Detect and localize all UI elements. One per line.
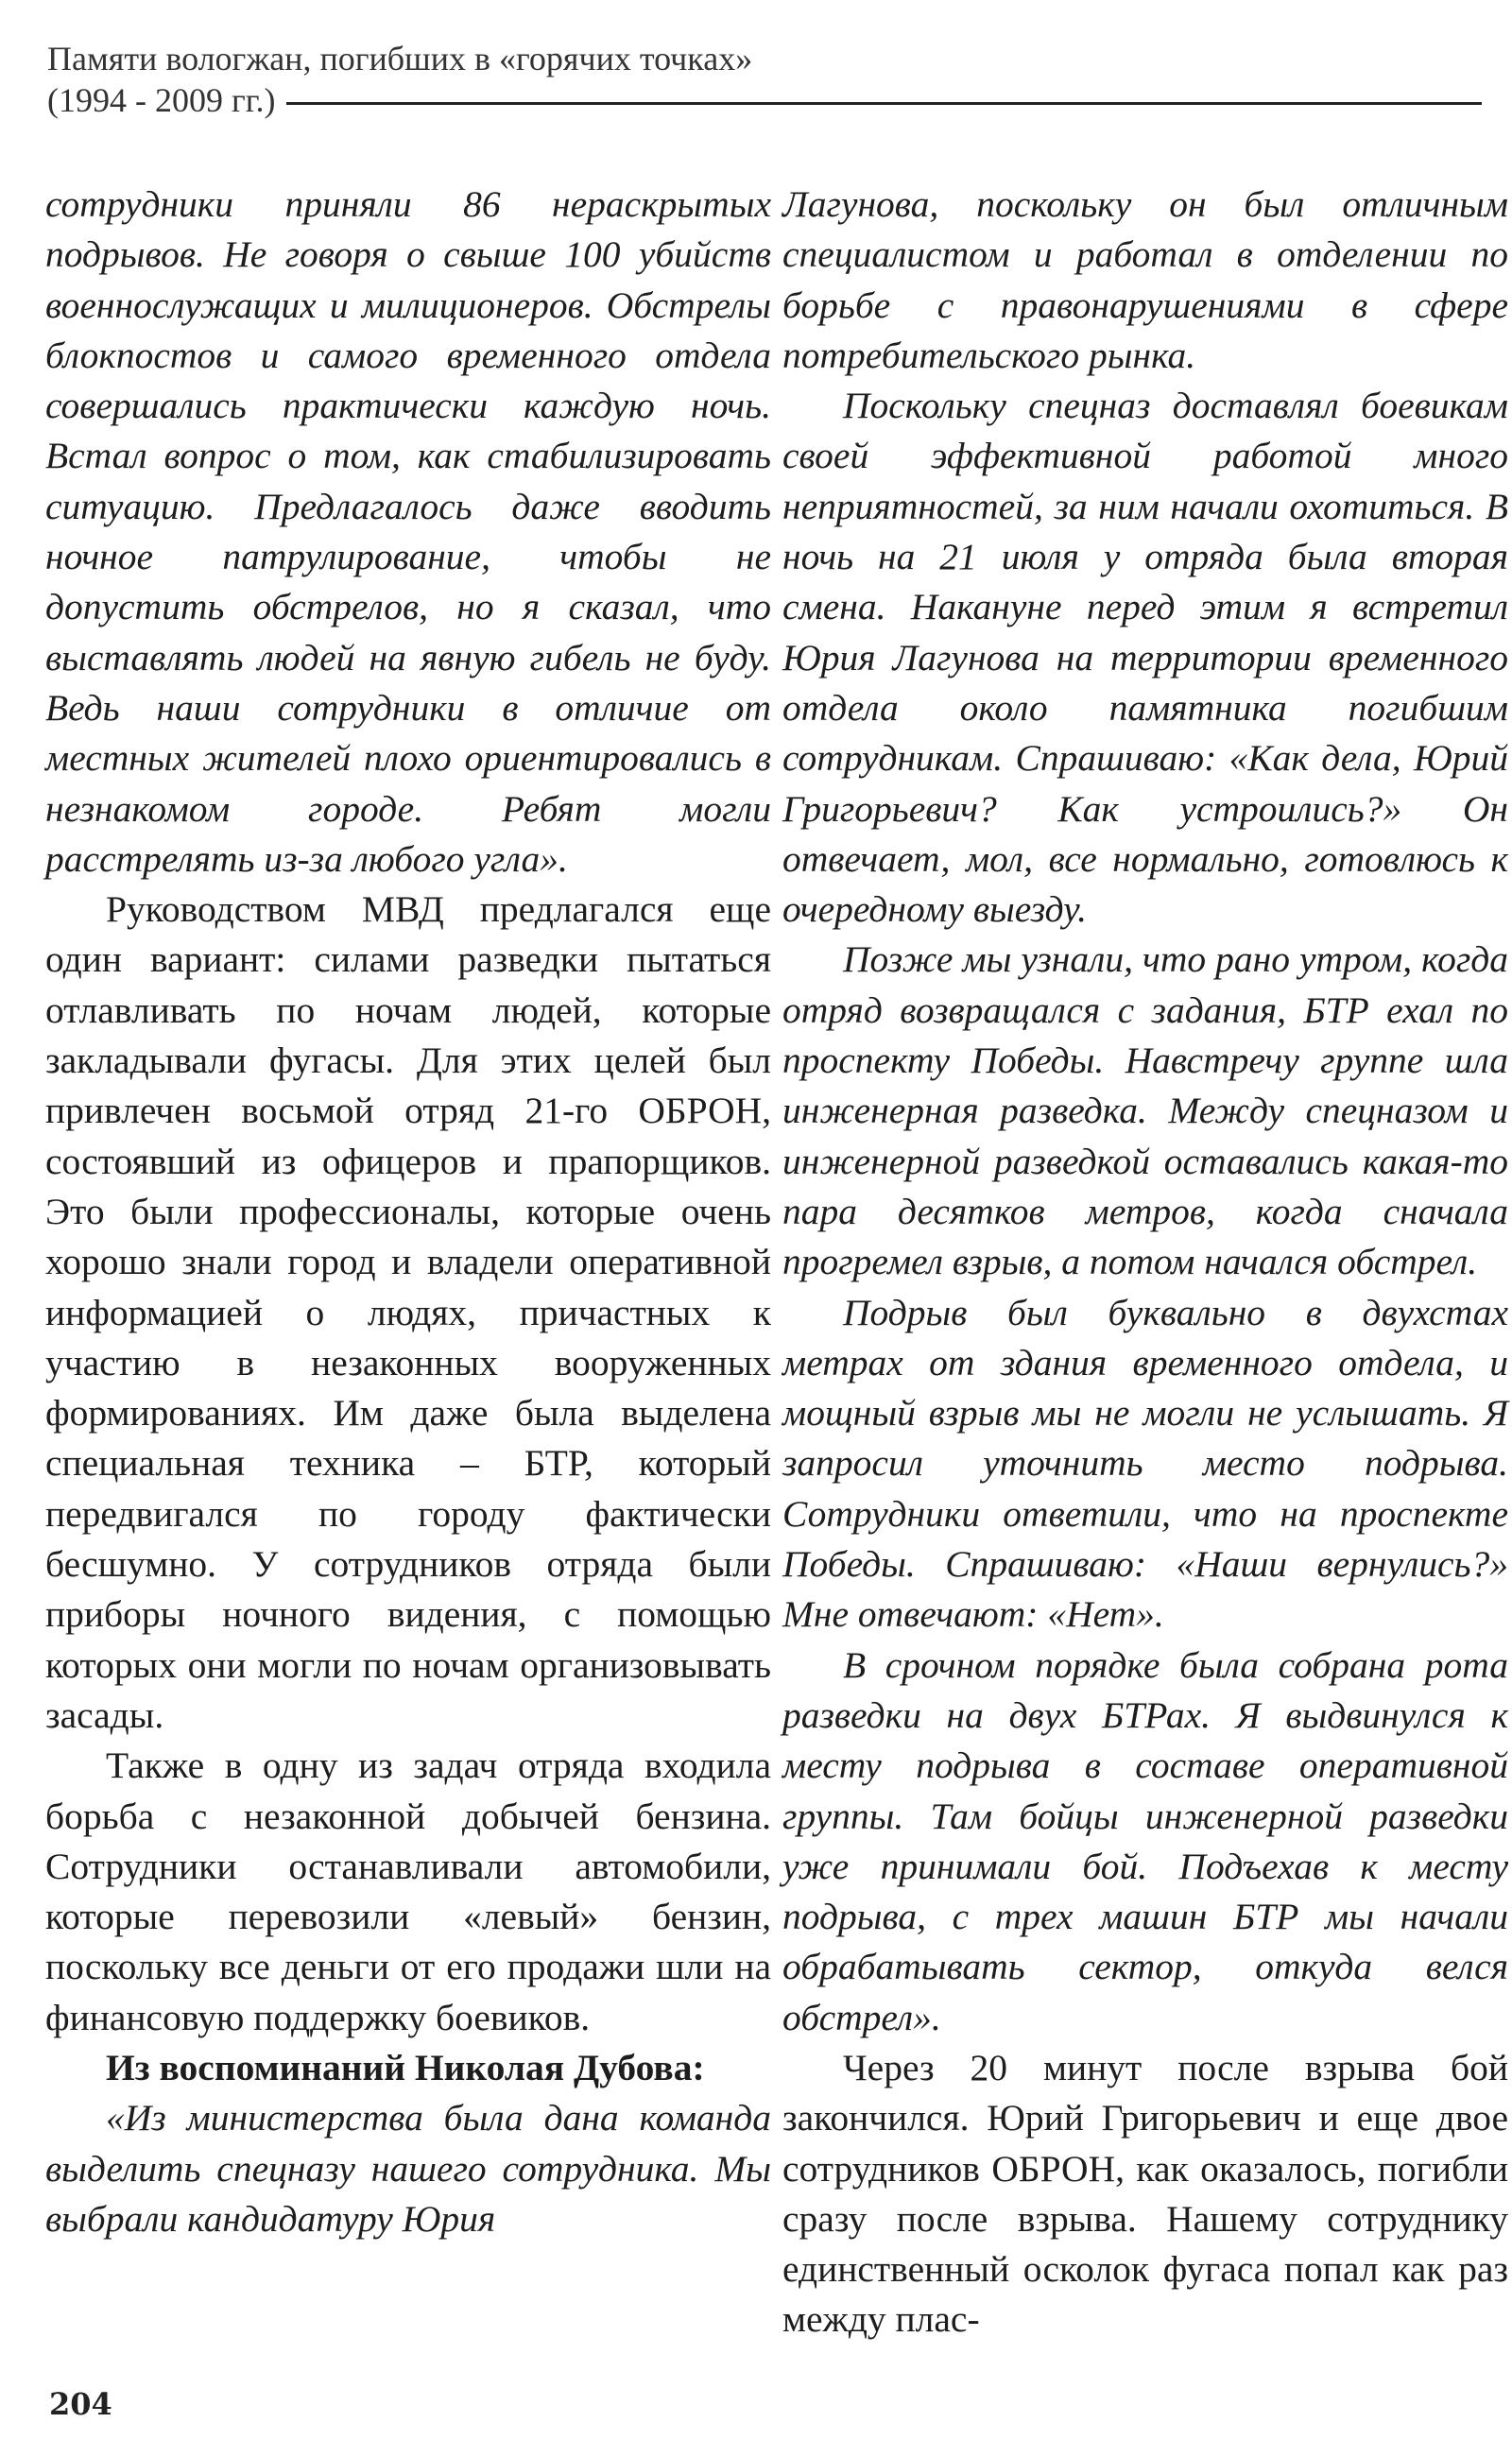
paragraph: Руководством МВД предлагался еще один вариант: силами разведки пытаться отлавливать по ночам людей, которые закладывали фугасы. Для этих целей был привлечен восьмой отряд 21-го ОБРОН, состоявший из офицеров и прапорщиков. Это были профессионалы, которые очень хорошо знали город и владели оперативной информацией о людях, причастных к участию в незаконных вооруженных формированиях. Им даже была выделена специальная техника – БТР, который передвигался по городу фактически бесшумно. У сотрудников отряда были приборы ночного видения, с помощью которых они могли по ночам организовывать засады. (45, 888, 771, 1736)
right-column (782, 180, 1508, 2345)
running-head (47, 38, 1482, 121)
paragraph: Поскольку спецназ доставлял боевикам своей эффективной работой много неприятностей, за ним начали охотиться. В ночь на 21 июля у отряда была вторая смена. Накануне перед этим я встретил Юрия Лагунова на территории временного отдела около памятника погибшим сотрудникам. Спрашиваю: «Как дела, Юрий Григорьевич? Как устроились?» Он отвечает, мол, все нормально, готовлюсь к очередному выезду. (782, 385, 1508, 931)
paragraph: Также в одну из задач отряда входила борьба с незаконной добычей бензина. Сотрудники останавливали автомобили, которые перевозили «левый» бензин, поскольку все деньги от его продажи шли на финансовую поддержку боевиков. (45, 1744, 771, 2038)
paragraph: В срочном порядке была собрана рота разведки на двух БТРах. Я выдвинулся к месту подрыва в составе оперативной группы. Там бойцы инженерной разведки уже принимали бой. Подъехав к месту подрыва, с трех машин БТР мы начали обрабатывать сектор, откуда велся обстрел». (782, 1643, 1508, 2038)
paragraph: Через 20 минут после взрыва бой закончился. Юрий Григорьевич и еще двое сотрудников ОБРОН, как оказалось, погибли сразу после взрыва. Нашему сотруднику единственный осколок фугаса попал как раз между плас- (782, 2046, 1508, 2341)
paragraph: Лагунова, поскольку он был отличным специалистом и работал в отделении по борьбе с правонарушениями в сфере потребительского рынка. (782, 183, 1508, 376)
page-number: 204 (49, 2386, 112, 2422)
running-head-years: (1994 - 2009 гг.) (47, 81, 276, 119)
paragraph: «Из министерства была дана команда выделить спецназу нашего сотрудника. Мы выбрали кандидатуру Юрия (45, 2097, 771, 2240)
paragraph: Позже мы узнали, что рано утром, когда отряд возвращался с задания, БТР ехал по проспекту Победы. Навстречу группе шла инженерная разведка. Между спецназом и инженерной разведкой оставались какая-то пара десятков метров, когда сначала прогремел взрыв, а потом начался обстрел. (782, 938, 1508, 1283)
left-column (45, 180, 771, 2244)
running-head-title: Памяти вологжан, погибших в «горячих точках» (47, 40, 753, 77)
paragraph: Из воспоминаний Николая Дубова: (106, 2046, 705, 2088)
paragraph: сотрудники приняли 86 нераскрытых подрывов. Не говоря о свыше 100 убийств военнослужащих и милиционеров. Обстрелы блокпостов и самого временного отдела совершались практически каждую ночь. Встал вопрос о том, как стабилизировать ситуацию. Предлагалось даже вводить ночное патрулирование, чтобы не допустить обстрелов, но я сказал, что выставлять людей на явную гибель не буду. Ведь наши сотрудники в отличие от местных жителей плохо ориентировались в незнакомом городе. Ребят могли расстрелять из-за любого угла». (45, 183, 771, 880)
paragraph: Подрыв был буквально в двухстах метрах от здания временного отдела, и мощный взрыв мы не могли не услышать. Я запросил уточнить место подрыва. Сотрудники ответили, что на проспекте Победы. Спрашиваю: «Наши вернулись?» Мне отвечают: «Нет». (782, 1291, 1508, 1636)
header-rule (286, 102, 1482, 105)
running-head-years-row (47, 79, 1482, 121)
